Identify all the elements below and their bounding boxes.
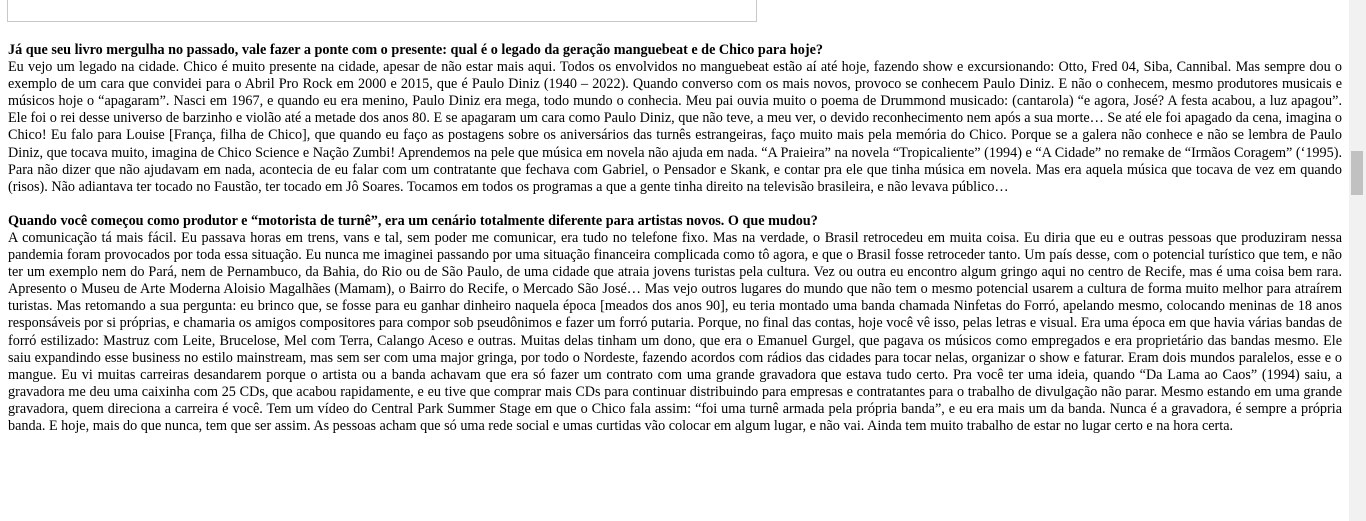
interview-answer: A comunicação tá mais fácil. Eu passava horas em trens, vans e tal, sem poder me comunicar, era tudo no telefone fixo. Mas na verdade, o Brasil retrocedeu em muita coisa. Eu diria que eu e outras pessoas que produziram nessa pandemia foram provocados por toda essa situação. Eu nunca me imaginei passando por uma situação financeira complicada como tô agora, e que o Brasil fosse retroceder tanto. Um país desse, com o potencial turístico que tem, e não ter um exemplo nem do Pará, nem de Pernambuco, da Bahia, do Rio ou de São Paulo, de uma cidade que atraia jovens turistas pela cultura. Vez ou outra eu encontro algum gringo aqui no centro de Recife, mas é uma coisa bem rara. Apresento o Museu de Arte Moderna Aloisio Magalhães (Mamam), o Bairro do Recife, o Mercado São José… Mas vejo outros lugares do mundo que não tem o mesmo potencial usarem a cultura de forma muito melhor para atraírem turistas. Mas retomando a sua pergunta: eu brinco que, se fosse para eu ganhar dinheiro naquela época [meados dos anos 90], eu teria montado uma banda chamada Ninfetas do Forró, apelando mesmo, colocando meninas de 18 anos responsáveis por si próprias, e chamaria os amigos compositores para compor sob pseudônimos e fazer um forró putaria. Porque, no final das contas, hoje você vê isso, pelas letras e visual. Era uma época em que havia várias bandas de forró estilizado: Mastruz com Leite, Brucelose, Mel com Terra, Calango Aceso e outras. Muitas delas tinham um dono, que era o Emanuel Gurgel, que pagava os músicos como empregados e era proprietário das bandas mesmo. Ele saiu expandindo esse business no estilo mainstream, mas sem ser com uma major gringa, por todo o Nordeste, fazendo acordos com rádios das cidades para tocar nelas, organizar o show e faturar. Eram dois mundos paralelos, esse e o mangue. Eu vi muitas carreiras desandarem porque o artista ou a banda achavam que era só fazer um contrato com uma grande gravadora que estava tudo certo. Pra você ter uma ideia, quando “Da Lama ao Caos” (1994) saiu, a gravadora me deu uma caixinha com 25 CDs, que acabou rapidamente, e eu tive que comprar mais CDs para continuar distribuindo para empresas e contratantes para o trabalho de divulgação não parar. Mesmo estando em uma grande gravadora, quem direciona a carreira é você. Tem um vídeo do Central Park Summer Stage em que o Chico fala assim: “foi uma turnê armada pela própria banda”, e eu era mais um da banda. Nunca é a gravadora, é sempre a própria banda. E hoje, mais do que nunca, tem que ser assim. As pessoas acham que só uma rede social e umas curtidas vão colocar em algum lugar, e não vai. Ainda tem muito trabalho de estar no lugar certo e na hora certa.	[8, 229, 1342, 434]
interview-section-changes	[8, 213, 1342, 435]
vertical-scrollbar[interactable]	[1349, 0, 1366, 521]
interview-section-legacy	[8, 42, 1342, 196]
embedded-frame-bottom	[7, 0, 757, 22]
scrollbar-thumb[interactable]	[1351, 151, 1363, 195]
interview-question: Quando você começou como produtor e “motorista de turnê”, era um cenário totalmente diferente para artistas novos. O que mudou?	[8, 212, 818, 229]
interview-answer: Eu vejo um legado na cidade. Chico é muito presente na cidade, apesar de não estar mais aqui. Todos os envolvidos no manguebeat estão aí até hoje, fazendo show e excursionando: Otto, Fred 04, Siba, Cannibal. Mas sempre dou o exemplo de um cara que convidei para o Abril Pro Rock em 2000 e 2015, que é Paulo Diniz (1940 – 2022). Quando converso com os mais novos, provoco se conhecem Paulo Diniz. E não o conhecem, mesmo produtores musicais e músicos hoje o “apagaram”. Nasci em 1967, e quando eu era menino, Paulo Diniz era mega, todo mundo o conhecia. Meu pai ouvia muito o poema de Drummond musicado: (cantarola) “e agora, José? A festa acabou, a luz apagou”. Ele foi o rei desse universo de barzinho e violão até a metade dos anos 80. E se apagaram um cara como Paulo Diniz, que não teve, a meu ver, o devido reconhecimento nem após a sua morte… Se até ele foi apagado da cena, imagina o Chico! Eu falo para Louise [França, filha de Chico], que quando eu faço as postagens sobre os aniversários das turnês estrangeiras, faço muito mais pela memória do Chico. Porque se a galera não conhece e não se lembra de Paulo Diniz, que tocava muito, imagina de Chico Science e Nação Zumbi! Aprendemos na pele que música em novela não ajuda em nada. “A Praieira” na novela “Tropicaliente” (1994) e “A Cidade” no remake de “Irmãos Coragem” (‘1995). Para não dizer que não ajudavam em nada, acontecia de eu falar com um contratante que fechava com Gabriel, o Pensador e Skank, e contar pra ele que tinha música em novela. Mas era aquela música que tocava de vez em quando (risos). Não adiantava ter tocado no Faustão, ter tocado em Jô Soares. Tocamos em todos os programas a que a gente tinha direito na televisão brasileira, e não levava público…	[8, 59, 1342, 195]
article-body	[8, 42, 1342, 452]
interview-question: Já que seu livro mergulha no passado, vale fazer a ponte com o presente: qual é o legado da geração manguebeat e de Chico para hoje?	[8, 42, 823, 58]
